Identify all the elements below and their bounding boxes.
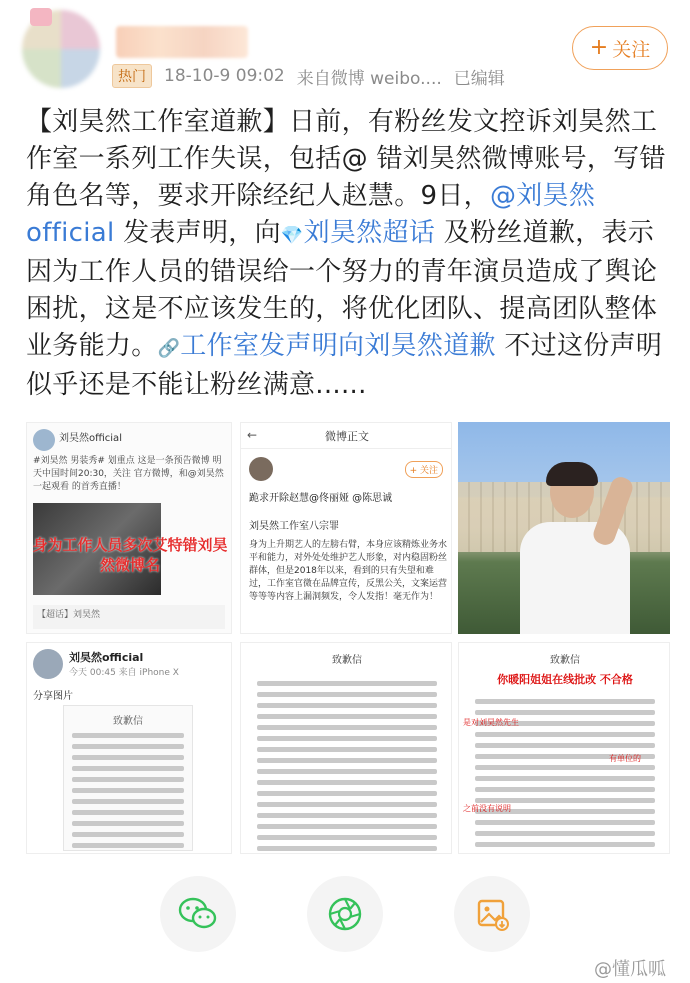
image-2-paragraph: 身为上升期艺人的左膀右臂，本身应该精炼业务水平和能力，对外处处维护艺人形象，对内稳固粉丝群体，但是2018年以来，看到的只有失望和难过，工作室官微在品牌宣传，反黑公关，文案运营等等等内容上漏洞频发，令人发指！毫无作为！ xyxy=(249,540,448,602)
doc-line xyxy=(257,791,437,796)
moments-aperture-icon xyxy=(326,895,364,933)
doc-line xyxy=(257,824,437,829)
doc-line xyxy=(257,703,437,708)
doc-line xyxy=(475,820,655,825)
doc-line xyxy=(72,744,184,749)
doc-line xyxy=(72,843,184,848)
doc-line xyxy=(475,787,655,792)
article-link[interactable] xyxy=(158,331,496,361)
image-1[interactable] xyxy=(26,422,232,634)
diamond-icon: 💎 xyxy=(280,225,304,246)
image-save-icon xyxy=(474,896,510,932)
doc-line xyxy=(257,846,437,851)
image-5-document xyxy=(253,671,441,854)
image-6-document xyxy=(471,689,659,854)
share-actions xyxy=(0,868,690,958)
arm-shape xyxy=(591,474,636,547)
post-meta xyxy=(112,64,505,88)
image-2-avatar xyxy=(249,457,273,481)
image-4-avatar xyxy=(33,649,63,679)
hot-badge: 热门 xyxy=(112,64,152,88)
image-3-photo[interactable] xyxy=(458,422,670,634)
save-image-button[interactable] xyxy=(454,876,530,952)
post-source: 来自微博 weibo.... xyxy=(296,68,442,89)
link-icon: 🔗 xyxy=(157,338,181,359)
image-2-titlebar xyxy=(241,423,452,449)
watermark xyxy=(594,955,666,981)
doc-line xyxy=(257,725,437,730)
post-text-4: 不过这份声明似乎还是不能让粉丝满意...... xyxy=(26,331,663,400)
doc-line xyxy=(257,835,437,840)
image-4-time: 今天 00:45 来自 iPhone X xyxy=(69,668,179,678)
plus-icon: + xyxy=(589,35,609,60)
image-4-document xyxy=(63,705,193,851)
image-2-follow: + 关注 xyxy=(405,461,443,478)
doc-line xyxy=(72,755,184,760)
image-6-red-heading: 你暖阳姐姐在线批改 不合格 xyxy=(497,673,633,686)
post-text-1: 【刘昊然工作室道歉】日前，有粉丝发文控诉刘昊然工作室一系列工作失误，包括@ 错刘昊然微博账号，写错角色名等，要求开除经纪人赵慧。9日， xyxy=(26,107,666,211)
doc-line xyxy=(475,831,655,836)
image-1-overlay-caption: 身为工作人员多次艾特错刘昊然微博名 xyxy=(32,536,228,574)
image-6-title: 致歉信 xyxy=(550,655,580,666)
edited-label: 已编辑 xyxy=(453,68,505,89)
doc-line xyxy=(475,842,655,847)
post-body xyxy=(26,104,666,404)
doc-line xyxy=(257,802,437,807)
doc-line xyxy=(72,766,184,771)
image-2-line-2: 刘昊然工作室八宗罪 xyxy=(249,521,339,532)
image-6-note-2: 有单位的 xyxy=(609,754,641,763)
image-1-text: #刘昊然 男装秀# 划重点 这是一条预告微博 明天中国时间20:30，关注 官方微博，和@刘昊然 一起观看 的首秀直播！ xyxy=(33,456,224,492)
post-header xyxy=(0,0,690,96)
post-text-3: 及粉丝道歉，表示因为工作人员的错误给一个努力的青年演员造成了舆论困扰，这是不应该发生的，将优化团队、提高团队整体业务能力。 xyxy=(26,218,658,361)
image-6-note-3: 之前没有说明 xyxy=(463,804,511,813)
doc-line xyxy=(72,821,184,826)
back-arrow-icon: ← xyxy=(247,428,258,442)
doc-line xyxy=(257,747,437,752)
doc-line xyxy=(257,692,437,697)
doc-line xyxy=(72,788,184,793)
username-blurred[interactable] xyxy=(116,26,248,58)
image-1-avatar xyxy=(33,429,55,451)
image-2[interactable] xyxy=(240,422,452,634)
avatar-badge-icon xyxy=(30,8,52,26)
post-timestamp: 18-10-9 09:02 xyxy=(164,66,285,86)
wechat-share-button[interactable] xyxy=(160,876,236,952)
doc-line xyxy=(475,732,655,737)
topic-link[interactable] xyxy=(281,218,435,248)
doc-line xyxy=(72,810,184,815)
follow-label: 关注 xyxy=(612,38,651,61)
doc-line xyxy=(475,743,655,748)
follow-button[interactable] xyxy=(572,26,668,70)
moments-share-button[interactable] xyxy=(307,876,383,952)
topic-label: 刘昊然超话 xyxy=(303,218,436,248)
doc-line xyxy=(257,780,437,785)
image-1-footer: 【超话】刘昊然 xyxy=(33,605,225,629)
watermark-text: @懂瓜呱 xyxy=(594,959,666,980)
image-5[interactable] xyxy=(240,642,452,854)
doc-line xyxy=(257,714,437,719)
image-4[interactable] xyxy=(26,642,232,854)
image-2-title: 微博正文 xyxy=(325,429,369,443)
doc-line xyxy=(72,832,184,837)
image-4-share: 分享图片 xyxy=(33,691,73,702)
image-4-username: 刘昊然official xyxy=(69,651,144,664)
person-figure xyxy=(520,466,630,634)
doc-line xyxy=(475,765,655,770)
post-text-2: 发表声明，向 xyxy=(114,218,281,248)
doc-line xyxy=(257,681,437,686)
article-link-label: 工作室发声明向刘昊然道歉 xyxy=(180,331,496,361)
hair-shape xyxy=(546,462,598,486)
doc-line xyxy=(257,769,437,774)
doc-line xyxy=(475,776,655,781)
mention-link[interactable]: @刘昊然official xyxy=(26,181,596,248)
image-2-line-1: 跪求开除赵慧@佟丽娅 @陈思诚 xyxy=(249,493,393,504)
image-1-username: 刘昊然official xyxy=(59,433,122,444)
doc-line xyxy=(72,777,184,782)
doc-line xyxy=(72,799,184,804)
image-6-note-1: 是对刘昊然先生 xyxy=(463,718,519,727)
image-5-title: 致歉信 xyxy=(332,655,362,666)
doc-line xyxy=(475,699,655,704)
wechat-icon xyxy=(178,897,218,931)
doc-line xyxy=(475,710,655,715)
image-6[interactable] xyxy=(458,642,670,854)
image-4-doc-title: 致歉信 xyxy=(113,716,143,727)
doc-line xyxy=(257,813,437,818)
doc-line xyxy=(257,758,437,763)
doc-line xyxy=(257,736,437,741)
doc-line xyxy=(72,733,184,738)
